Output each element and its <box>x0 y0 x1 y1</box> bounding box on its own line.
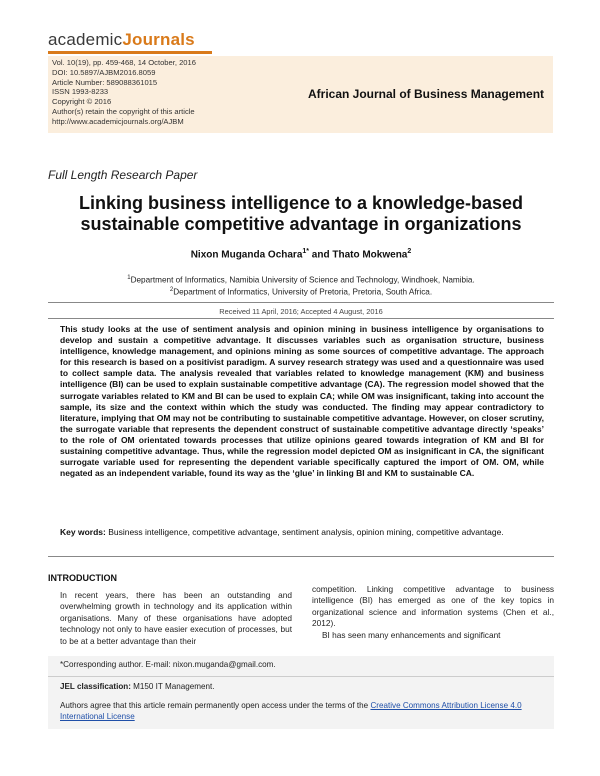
license-statement <box>60 700 552 723</box>
logo-underline <box>48 51 212 54</box>
corresponding-author: *Corresponding author. E-mail: nixon.muganda@gmail.com. <box>60 660 276 669</box>
meta-rights: Author(s) retain the copyright of this article <box>52 106 195 116</box>
jel-value: M150 IT Management. <box>130 682 215 691</box>
paragraph: BI has seen many enhancements and significant <box>322 629 501 640</box>
license-text: Authors agree that this article remain permanently open access under the terms of the <box>60 701 371 710</box>
section-heading: INTRODUCTION <box>48 573 117 583</box>
paper-type-label: Full Length Research Paper <box>48 168 198 182</box>
keywords-label: Key words: <box>60 527 106 537</box>
affiliation-2 <box>48 287 554 297</box>
author-2: Thato Mokwena <box>332 249 408 261</box>
aff-1-sup: 1 <box>127 275 131 281</box>
author-2-sup: 2 <box>407 248 412 255</box>
journal-name: African Journal of Business Management <box>308 87 545 101</box>
paper-title <box>48 193 554 235</box>
title-line-1: Linking business intelligence to a knowledge-based <box>78 193 524 213</box>
journal-logo <box>48 30 195 50</box>
divider <box>48 556 554 557</box>
meta-copyright: Copyright © 2016 <box>52 97 112 107</box>
author-joiner: and <box>309 249 333 261</box>
jel-label: JEL classification: <box>60 682 131 691</box>
article-metadata <box>52 58 196 127</box>
keywords <box>60 527 544 538</box>
meta-issn: ISSN 1993-8233 <box>52 87 109 97</box>
divider <box>48 676 554 677</box>
author-1: Nixon Muganda Ochara <box>190 249 303 261</box>
keywords-text: Business intelligence, competitive advantage, sentiment analysis, opinion mining, competitive advantage. <box>105 527 504 537</box>
divider <box>48 318 554 319</box>
meta-doi: DOI: 10.5897/AJBM2016.8059 <box>52 67 156 77</box>
body-column-left: In recent years, there has been an outstanding and overwhelming growth in technology and its application within organisations. Many of these organisations have adopted technology not only to have easier execution of processes, but to be at a better advantage than their <box>60 590 292 646</box>
body-column-right <box>312 584 554 641</box>
meta-volume: Vol. 10(19), pp. 459-468, 14 October, 2016 <box>52 58 196 67</box>
meta-article-number: Article Number: 589088361015 <box>52 77 158 87</box>
aff-1-text: Department of Informatics, Namibia University of Science and Technology, Windhoek, Namibia. <box>130 275 475 285</box>
aff-2-sup: 2 <box>169 287 174 293</box>
affiliation-1 <box>48 275 554 285</box>
aff-2-text: Department of Informatics, University of Pretoria, Pretoria, South Africa. <box>173 287 433 297</box>
divider <box>48 302 554 303</box>
abstract: This study looks at the use of sentiment analysis and opinion mining in business intelligence by organisations to develop and sustain a competitive advantage. It discusses variables such as organisation structure, business intelligence, knowledge management, and opinions mining as some sources of competitive advantage. The approach for this research is based on a positivist paradigm. A survey research strategy was used and a questionnaire was used to collect sample data. The analysis revealed that variables related to knowledge management (KM) and business intelligence (BI) can be used to explain sustainable competitive advantage (CA). The regression model showed that the surrogate variables related to KM and BI can be used to explain CA; while OM was insignificant, taking into account the sample, its size and the context within which the study was conducted. The finding may appear contradictory to literature, implying that OM may not be contributing to sustainable competitive advantage. However, on closer scrutiny, the surrogate variable that represents the dependent construct of sustainable competitive advantage directly ‘speaks’ to the role of OM orientated towards processes that utilize opinions geared towards integration of KM and BI for sustaining competitive advantage. Thus, while the regression model depicted OM as insignificant in CA, the significant surrogate variable used for representing the dependent variable specifically captured the import of OM. OM, while negated as an independent variable, found its way as the ‘glue’ in linking BI and KM to sustainable CA. <box>60 324 544 479</box>
jel-classification <box>60 682 214 691</box>
license-link[interactable]: Creative Commons Attribution License 4.0 International License <box>60 701 522 722</box>
author-1-sup: 1* <box>302 248 310 255</box>
authors <box>48 248 554 260</box>
logo-prefix: academic <box>48 30 123 49</box>
meta-url[interactable]: http://www.academicjournals.org/AJBM <box>52 116 184 126</box>
paragraph: competition. Linking competitive advantage to business intelligence (BI) has emerged as one of the key topics in organizational science and information systems (Chen et al., 2012). <box>312 584 554 629</box>
received-accepted-dates: Received 11 April, 2016; Accepted 4 August, 2016 <box>219 307 383 316</box>
logo-accent: Journals <box>122 30 195 49</box>
title-line-2: sustainable competitive advantage in organizations <box>80 214 522 234</box>
